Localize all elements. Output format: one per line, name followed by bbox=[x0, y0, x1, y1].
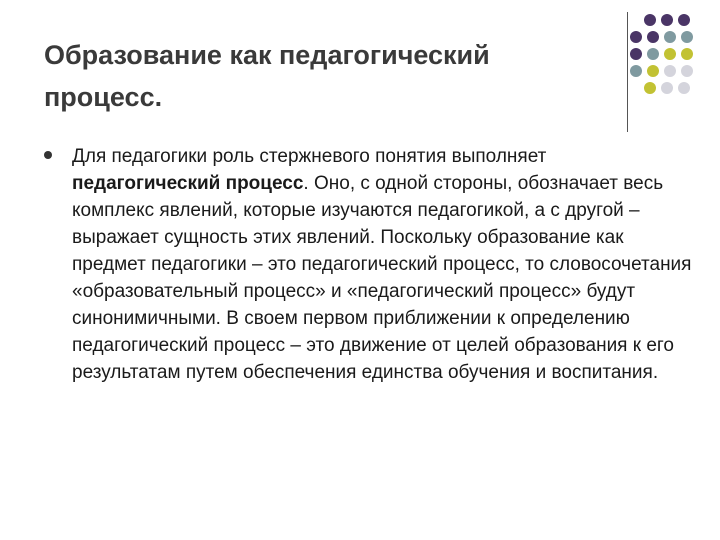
decorative-dot bbox=[644, 14, 656, 26]
decorative-dot bbox=[661, 82, 673, 94]
decorative-dot bbox=[644, 82, 656, 94]
slide-title-line-2: процесс. bbox=[44, 82, 163, 112]
decorative-dot bbox=[678, 82, 690, 94]
decorative-dot bbox=[630, 65, 642, 77]
decorative-dot bbox=[630, 48, 642, 60]
decorative-dot bbox=[647, 48, 659, 60]
decorative-vertical-line bbox=[627, 12, 628, 132]
decorative-dot bbox=[681, 31, 693, 43]
bullet-text-emphasis: педагогический процесс bbox=[72, 173, 304, 194]
decorative-dot bbox=[681, 48, 693, 60]
slide-title-line-1: Образование как педагогический bbox=[44, 40, 490, 70]
decorative-dot bbox=[664, 48, 676, 60]
decorative-dot bbox=[661, 14, 673, 26]
decorative-dot bbox=[647, 31, 659, 43]
bullet-text-lead: Для педагогики роль стержневого понятия выполняет bbox=[72, 146, 547, 167]
slide-title bbox=[44, 34, 604, 118]
decorative-dot bbox=[664, 31, 676, 43]
decorative-dot bbox=[681, 65, 693, 77]
decorative-dot bbox=[647, 65, 659, 77]
decorative-dot bbox=[664, 65, 676, 77]
decorative-dot bbox=[678, 14, 690, 26]
bullet-text bbox=[72, 143, 692, 386]
bullet-text-rest: . Оно, с одной стороны, обозначает весь комплекс явлений, которые изучаются педагогикой, а с другой – выражает сущность этих явлений. Поскольку образование как предмет педагогики – это педагогический процесс, то словосочетания «образовательный процесс» и «педагогический процесс» будут синонимичными. В своем первом приближении к определению педагогический процесс – это движение от целей образования к его результатам путем обеспечения единства обучения и воспитания. bbox=[72, 173, 692, 383]
bullet-marker-icon bbox=[44, 151, 52, 159]
decorative-dot bbox=[630, 31, 642, 43]
